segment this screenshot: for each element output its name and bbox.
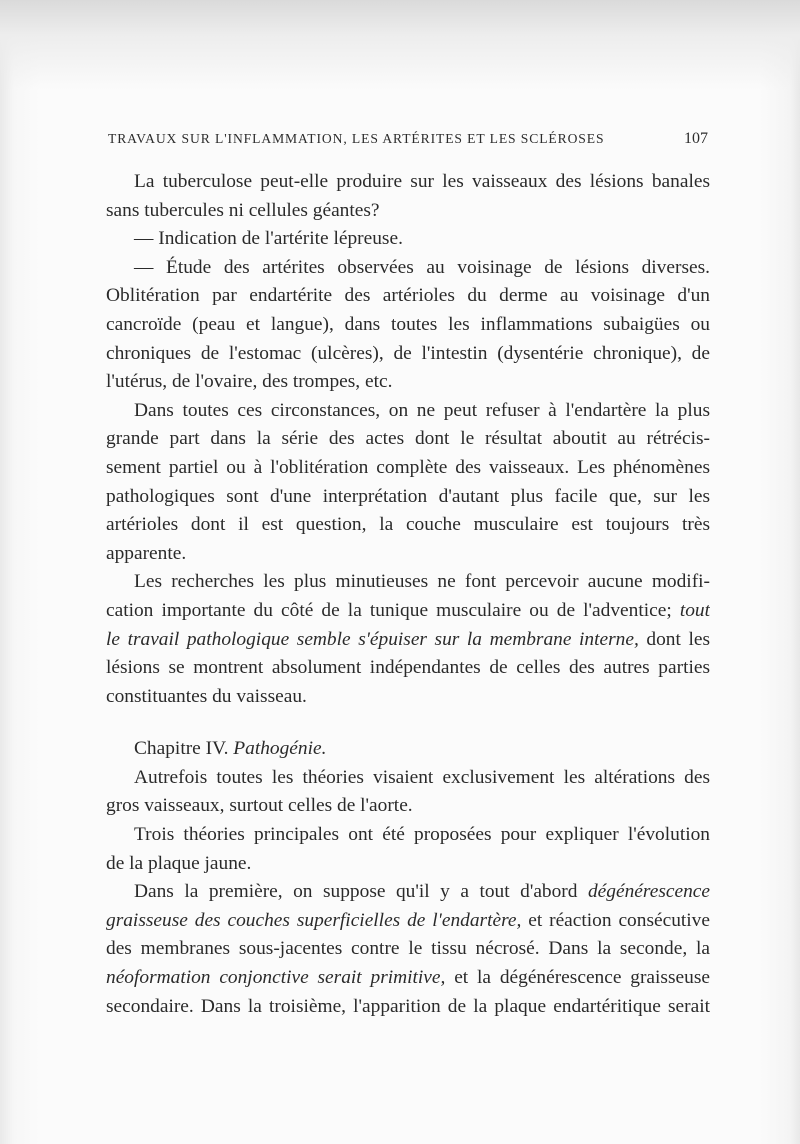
text-line: chroniques de l'estomac (ulcères), de l'intestin (dysentérie chronique), de xyxy=(106,342,710,364)
chapter-label: Chapitre IV. xyxy=(134,738,229,760)
text-line: La tuberculose peut-elle produire sur les vaisseaux des lésions banales xyxy=(134,171,710,192)
text-segment: Dans la première, on suppose qu'il y a tout d'abord xyxy=(134,881,578,903)
text-segment: dont les xyxy=(646,628,710,650)
chapter-heading xyxy=(106,735,710,764)
text-line xyxy=(106,626,710,655)
text-line: l'utérus, de l'ovaire, des trompes, etc. xyxy=(106,371,393,393)
text-line: de la plaque jaune. xyxy=(106,852,252,874)
text-segment: cation importante du côté de la tunique musculaire ou de l'adventice; xyxy=(106,599,672,621)
text-line: Dans toutes ces circonstances, on ne peut refuser à l'endartère la plus xyxy=(134,399,710,421)
text-line xyxy=(106,597,710,626)
text-line xyxy=(106,907,710,936)
italic-segment: graisseuse des couches superficielles de l'endartère, xyxy=(106,909,522,931)
italic-segment: tout xyxy=(679,599,710,621)
page-number: 107 xyxy=(684,130,708,147)
text-line xyxy=(106,964,710,993)
chapter-title: Pathogénie. xyxy=(233,738,327,760)
text-line: constituantes du vaisseau. xyxy=(106,685,307,707)
text-line: lésions se montrent absolument indépendantes de celles des autres parties xyxy=(106,657,710,679)
text-line: Trois théories principales ont été proposées pour expliquer l'évolution xyxy=(134,824,710,846)
text-line: apparente. xyxy=(106,542,187,564)
text-line: sans tubercules ni cellules géantes? xyxy=(106,199,380,221)
text-line: Autrefois toutes les théories visaient exclusivement les altérations des xyxy=(134,766,710,788)
text-segment: et la dégénérescence graisseuse xyxy=(454,967,710,989)
italic-segment: dégénérescence xyxy=(587,881,710,903)
text-line: — Étude des artérites observées au voisinage de lésions diverses. xyxy=(134,256,710,278)
text-line: sement partiel ou à l'oblitération complète des vaisseaux. Les phénomènes xyxy=(106,456,710,478)
text-line: Oblitération par endartérite des artérioles du derme au voisinage d'un xyxy=(106,285,710,307)
text-line: secondaire. Dans la troisième, l'apparition de la plaque endartéritique serait xyxy=(106,995,710,1017)
italic-segment: néoformation conjonctive serait primitive, xyxy=(106,967,446,989)
running-title: TRAVAUX SUR L'INFLAMMATION, LES ARTÉRITES ET LES SCLÉROSES xyxy=(108,131,605,146)
text-line: artérioles dont il est question, la couche musculaire est toujours très xyxy=(106,514,710,536)
text-line: grande part dans la série des actes dont le résultat aboutit au rétrécis- xyxy=(106,428,710,450)
italic-segment: le travail pathologique semble s'épuiser sur la membrane interne, xyxy=(106,628,639,650)
text-segment: et réaction consécutive xyxy=(528,909,710,931)
text-line: pathologiques sont d'une interprétation d'autant plus facile que, sur les xyxy=(106,485,710,507)
running-header xyxy=(108,131,708,157)
text-line: gros vaisseaux, surtout celles de l'aorte. xyxy=(106,795,413,817)
text-line: Les recherches les plus minutieuses ne font percevoir aucune modifi- xyxy=(134,571,710,593)
text-line: — Indication de l'artérite lépreuse. xyxy=(134,228,403,250)
text-line: des membranes sous-jacentes contre le tissu nécrosé. Dans la seconde, la xyxy=(106,938,710,960)
text-line xyxy=(106,878,710,907)
body-text xyxy=(106,168,710,1021)
text-line: cancroïde (peau et langue), dans toutes les inflammations subaigües ou xyxy=(106,313,710,335)
